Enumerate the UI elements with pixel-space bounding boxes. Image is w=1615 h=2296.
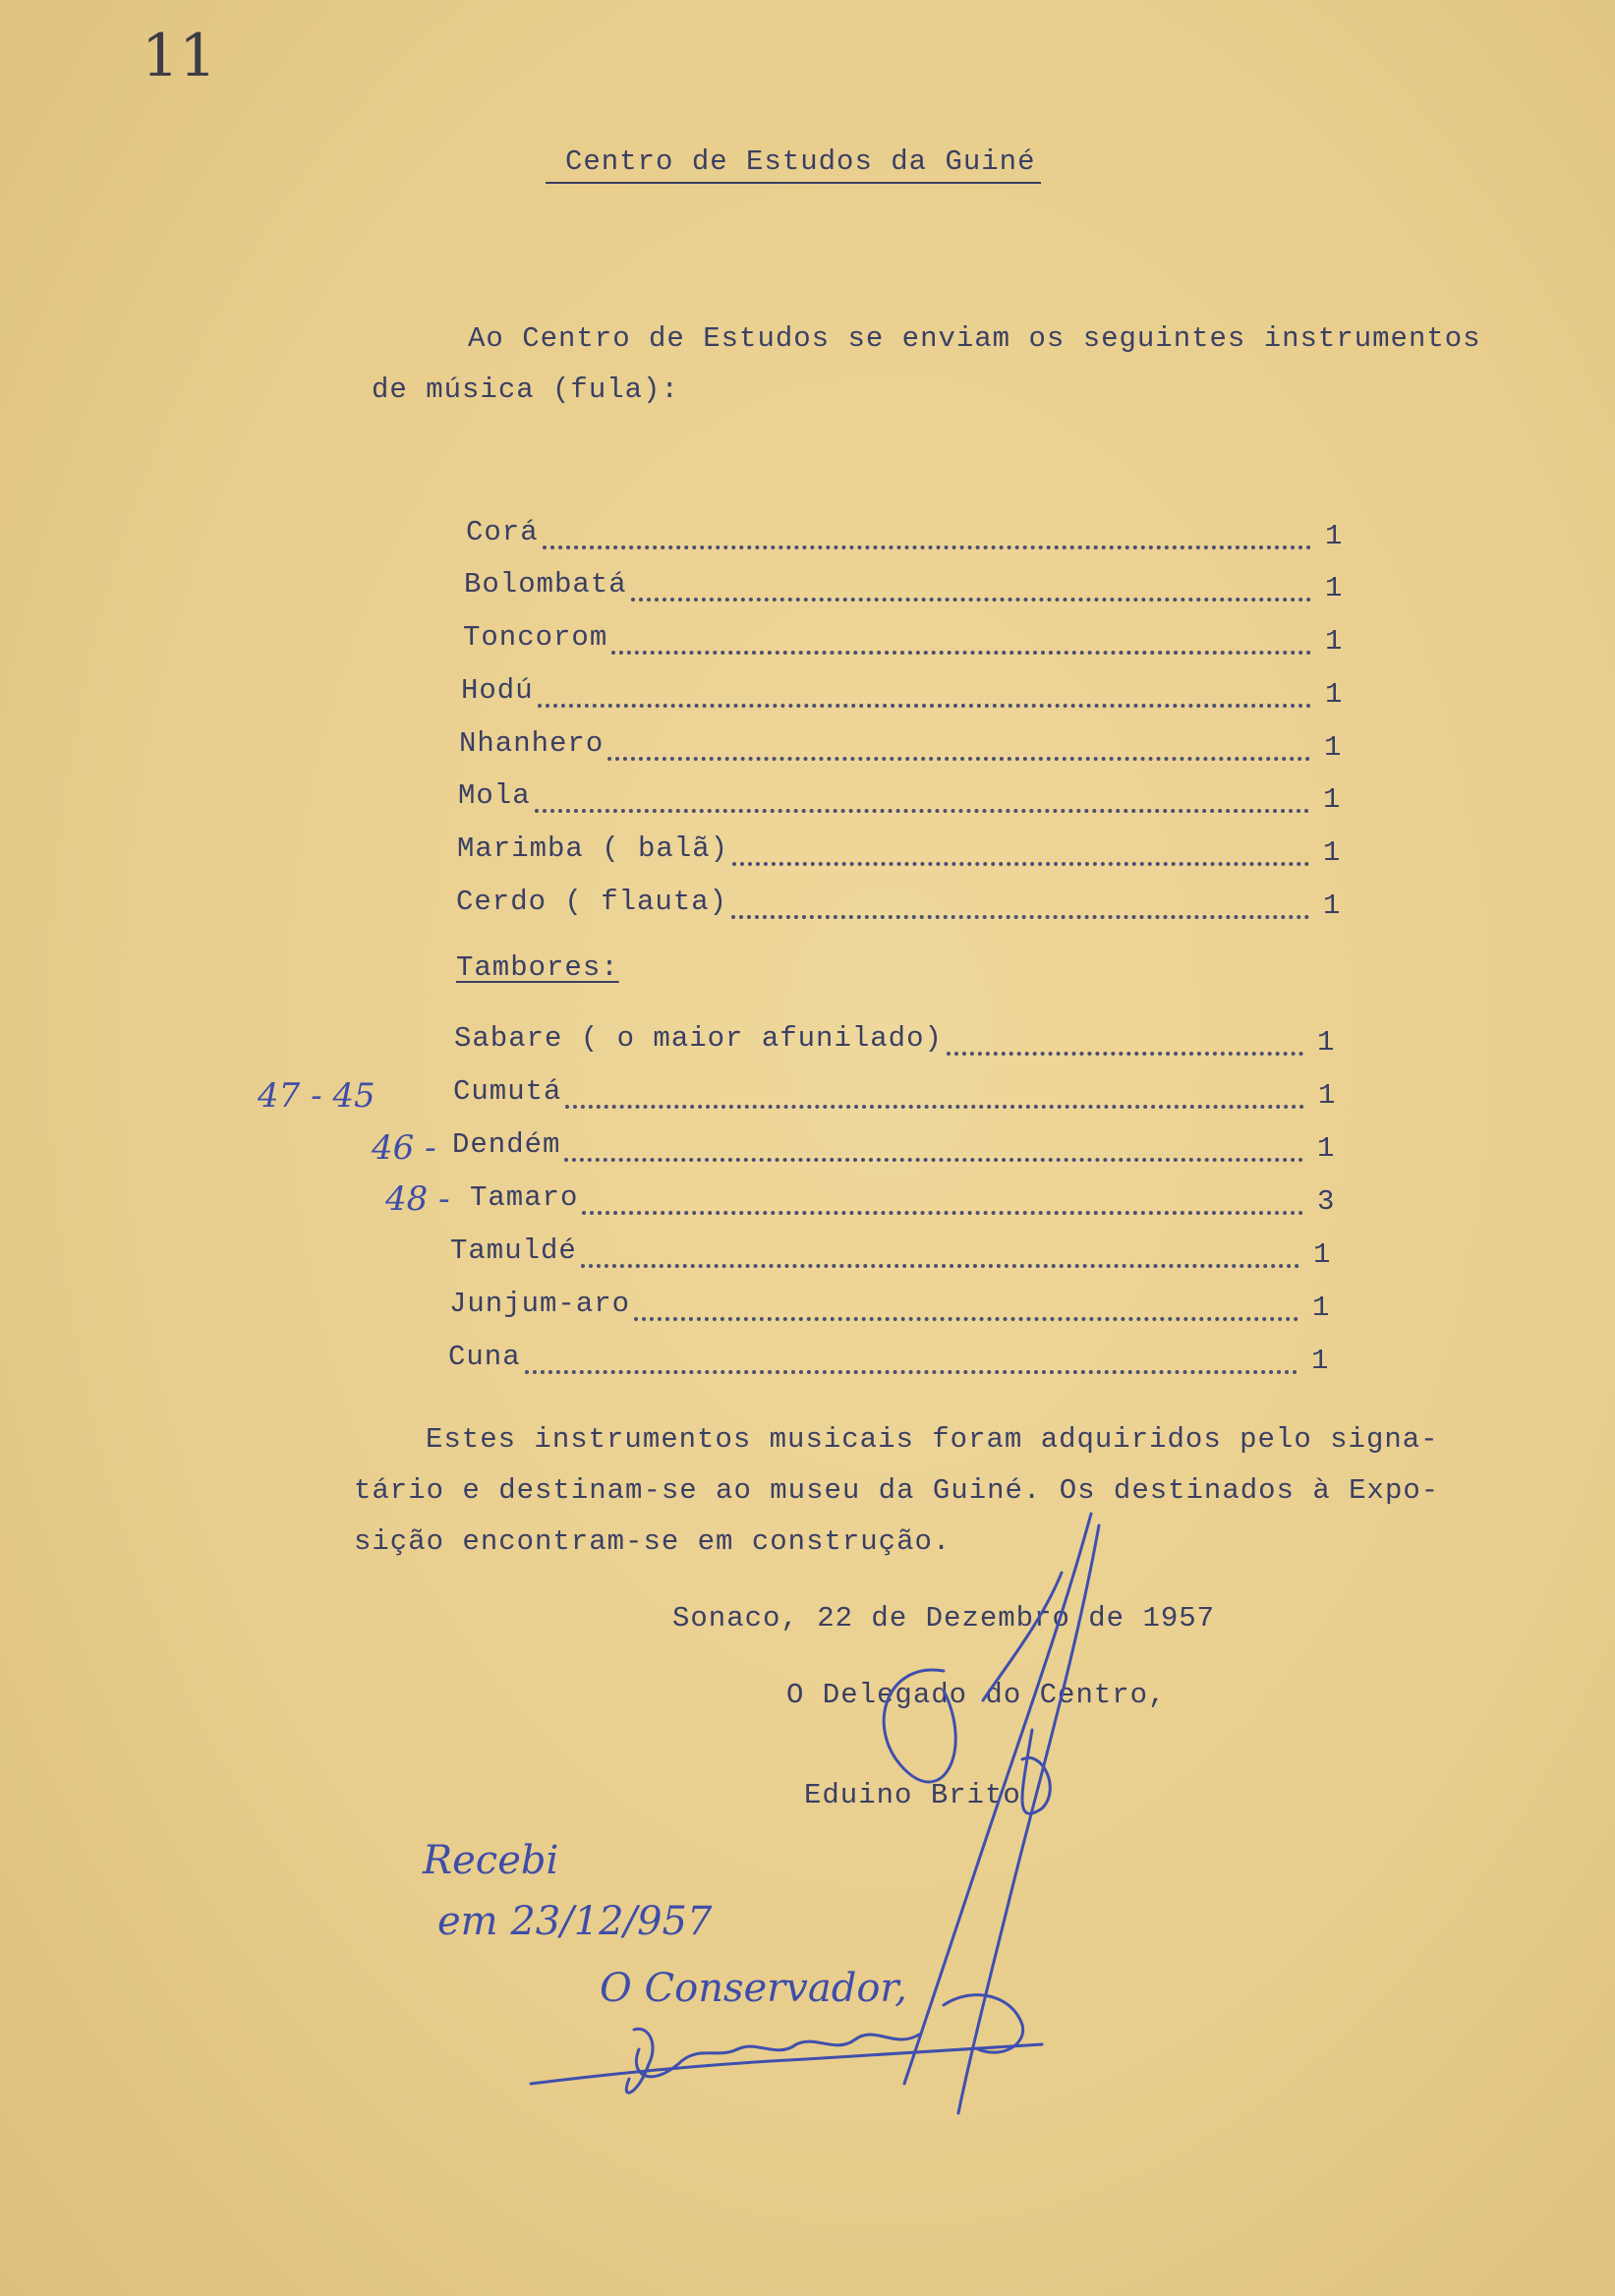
item-name: Cumutá — [453, 1075, 562, 1108]
list-item — [470, 1181, 1355, 1217]
list-item — [453, 1075, 1338, 1111]
received-note-line-3: O Conservador, — [600, 1966, 907, 2011]
item-qty: 1 — [1323, 836, 1341, 869]
item-name: Junjum-aro — [449, 1288, 631, 1320]
item-qty: 1 — [1311, 1345, 1329, 1377]
delegate-title: O Delegado do Centro, — [786, 1679, 1167, 1711]
closing-line-2: tário e destinam-se ao museu da Guiné. Os destinados à Expo- — [354, 1474, 1440, 1507]
list-item — [452, 1128, 1337, 1164]
list-item — [458, 779, 1343, 815]
received-note-line-2: em 23/12/957 — [437, 1899, 713, 1944]
handwritten-number-dendem: 46 - — [372, 1128, 436, 1168]
item-qty: 1 — [1325, 572, 1343, 604]
item-name: Nhanhero — [459, 727, 605, 760]
document-title: Centro de Estudos da Guiné — [546, 145, 1041, 184]
list-item — [449, 1288, 1334, 1323]
list-item — [464, 568, 1349, 603]
delegate-signature-stroke — [1022, 1730, 1050, 1813]
item-name: Dendém — [452, 1128, 561, 1161]
item-name: Cuna — [448, 1341, 521, 1373]
conservador-signature-stroke — [626, 2029, 653, 2093]
drums-section-title: Tambores: — [456, 951, 619, 984]
item-name: Cerdo ( flauta) — [456, 886, 728, 918]
item-name: Mola — [458, 779, 531, 812]
conservador-signature-stroke — [531, 2044, 1042, 2084]
place-and-date: Sonaco, 22 de Dezembro de 1957 — [672, 1602, 1216, 1635]
item-name: Sabare ( o maior afunilado) — [454, 1022, 943, 1055]
handwritten-number-tamaro: 48 - — [385, 1179, 450, 1219]
item-qty: 1 — [1323, 783, 1341, 816]
list-item — [459, 727, 1344, 763]
item-qty: 1 — [1324, 731, 1342, 764]
handwritten-number-cumuta: 47 - 45 — [258, 1076, 375, 1116]
intro-line-2: de música (fula): — [372, 373, 679, 406]
conservador-signature-stroke — [944, 1995, 1023, 2053]
list-item — [461, 674, 1346, 710]
item-qty: 1 — [1313, 1238, 1331, 1271]
item-qty: 1 — [1325, 678, 1343, 711]
item-qty: 1 — [1323, 890, 1341, 922]
item-name: Bolombatá — [464, 568, 627, 601]
item-qty: 1 — [1312, 1292, 1330, 1324]
received-note-line-1: Recebi — [423, 1838, 559, 1883]
list-item — [450, 1234, 1335, 1270]
list-item — [466, 516, 1351, 551]
list-item — [463, 621, 1348, 657]
item-qty: 1 — [1317, 1132, 1335, 1165]
item-name: Hodú — [461, 674, 534, 707]
closing-line-1: Estes instrumentos musicais foram adquiridos pelo signa- — [426, 1423, 1439, 1456]
list-item — [457, 832, 1342, 868]
list-item — [454, 1022, 1339, 1058]
item-qty: 1 — [1318, 1079, 1336, 1112]
item-qty: 1 — [1317, 1026, 1335, 1059]
intro-line-1: Ao Centro de Estudos se enviam os seguintes instrumentos — [468, 322, 1481, 355]
item-name: Corá — [466, 516, 539, 548]
item-name: Tamuldé — [450, 1234, 577, 1267]
list-item — [448, 1341, 1333, 1376]
corner-mark: 11 — [142, 22, 217, 90]
list-item — [456, 886, 1341, 921]
signer-name: Eduino Brito — [804, 1779, 1021, 1811]
item-name: Tamaro — [470, 1181, 579, 1214]
item-name: Marimba ( balã) — [457, 832, 729, 865]
item-qty: 1 — [1325, 520, 1343, 552]
conservador-signature-stroke — [636, 2035, 919, 2077]
item-qty: 3 — [1317, 1185, 1335, 1218]
item-qty: 1 — [1325, 625, 1343, 658]
item-name: Toncorom — [463, 621, 608, 654]
closing-line-3: sição encontram-se em construção. — [354, 1525, 952, 1558]
